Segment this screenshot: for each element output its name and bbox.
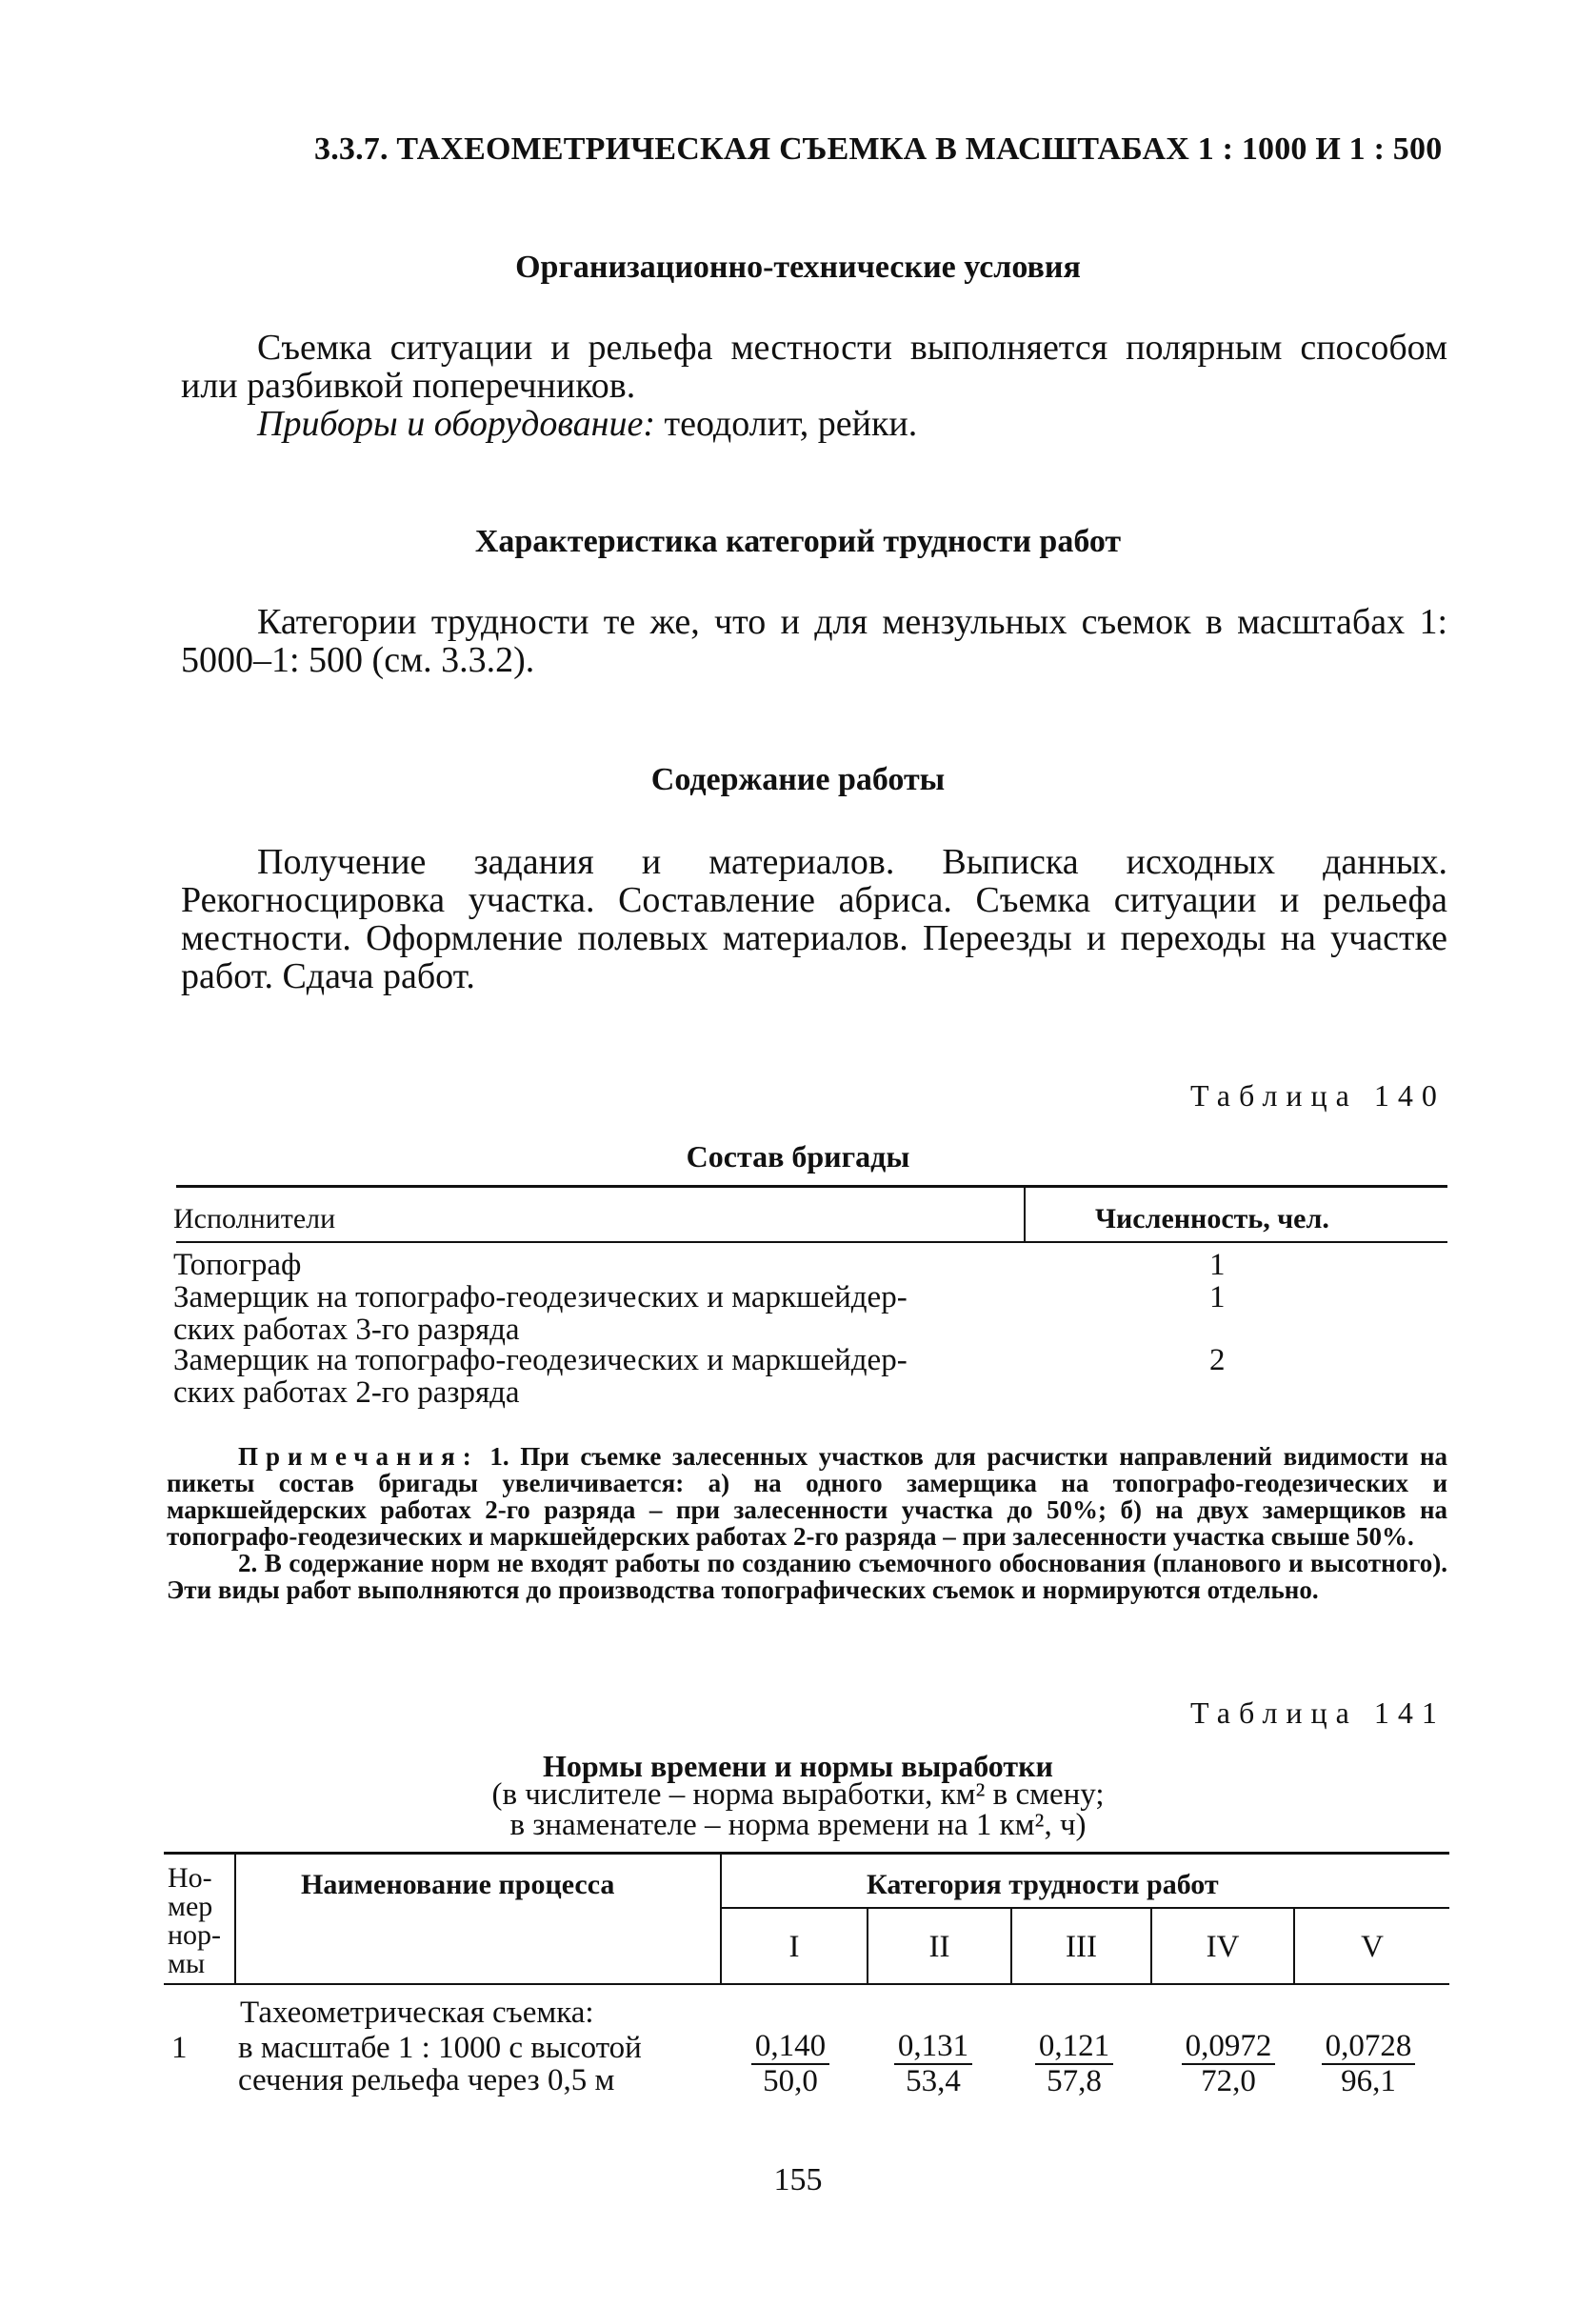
- equipment-label: Приборы и оборудование:: [257, 404, 655, 444]
- table141-top-rule: [164, 1852, 1449, 1855]
- table141-col-divider: [720, 1854, 722, 1983]
- note-1: 1. При съемке залесенных участков для расчистки направлений видимости на пикеты состав бригады увеличивается: а) на одного замерщика на топографо-геодезических и маркшейдерских работах 2-го разряда – при залесенности участка до 50%; б) на двух замерщиков на топографо-геодезических и маркшейдерских работах 2-го разряда – при залесенности участка свыше 50%.: [167, 1442, 1447, 1551]
- notes-label: Примечания:: [238, 1442, 479, 1471]
- table140-label: Таблица 140: [1190, 1078, 1446, 1113]
- value-numerator: 0,0972: [1182, 2030, 1276, 2065]
- table141-value-I: [738, 2030, 843, 2097]
- table141-row-number: 1: [171, 2031, 188, 2065]
- table140-col-count: Численность, чел.: [1095, 1203, 1329, 1234]
- table141-value-IV: [1167, 2030, 1290, 2097]
- table140-row-count: 2: [1209, 1343, 1226, 1377]
- content-text: Получение задания и материалов. Выписка исходных данных. Рекогносцировка участка. Составление абриса. Съемка ситуации и рельефа местности. Оформление полевых материалов. Переезды и переходы на участке работ. Сдача работ.: [181, 842, 1447, 996]
- section-title: 3.3.7. ТАХЕОМЕТРИЧЕСКАЯ СЪЕМКА В МАСШТАБАХ 1 : 1000 И 1 : 500: [314, 131, 1443, 167]
- value-denominator: 50,0: [763, 2064, 818, 2098]
- table141-category-I: I: [788, 1930, 800, 1964]
- row-name-line1: в масштабе 1 : 1000 с высотой: [238, 2031, 642, 2065]
- value-denominator: 57,8: [1047, 2064, 1102, 2098]
- table141-category-II: II: [928, 1930, 950, 1964]
- table141-group-title: Тахеометрическая съемка:: [240, 1996, 594, 2030]
- table141-caption-line2: (в числителе – норма выработки, км² в смену;: [491, 1777, 1105, 1812]
- conditions-heading: Организационно-технические условия: [515, 250, 1081, 285]
- note-2: 2. В содержание норм не входят работы по созданию съемочного обоснования (планового и высотного). Эти виды работ выполняются до производства топографических съемок и нормируются отдельно.: [167, 1549, 1447, 1604]
- table140-col-divider: [1024, 1187, 1026, 1242]
- content-text-block: [181, 843, 1447, 995]
- table141-col-category: Категория трудности работ: [867, 1869, 1219, 1900]
- conditions-text: Съемка ситуации и рельефа местности выполняется полярным способом или разбивкой поперечников.: [181, 328, 1447, 406]
- table140-caption: Состав бригады: [686, 1139, 910, 1174]
- value-denominator: 96,1: [1341, 2064, 1396, 2098]
- categories-text: Категории трудности те же, что и для мензульных съемок в масштабах 1: 5000–1: 500 (см. 3.3.2).: [181, 602, 1447, 680]
- table141-category-III: III: [1066, 1930, 1097, 1964]
- table140-row-executor-cont: ских работах 2-го разряда: [173, 1375, 520, 1410]
- categories-heading: Характеристика категорий трудности работ: [474, 524, 1122, 559]
- table140-row-executor: Замерщик на топографо-геодезических и маркшейдер-: [173, 1343, 908, 1377]
- value-denominator: 53,4: [906, 2064, 961, 2098]
- value-numerator: 0,131: [894, 2030, 972, 2065]
- table141-col-number: [168, 1864, 221, 1978]
- equipment-value: теодолит, рейки.: [654, 404, 918, 444]
- table141-value-II: [881, 2030, 986, 2097]
- table140-header-rule: [176, 1241, 1447, 1243]
- table141-header-rule: [164, 1983, 1449, 1985]
- col-number-part: Но-: [168, 1862, 212, 1894]
- table140-row-count: 1: [1209, 1248, 1226, 1282]
- table140-row-count: 1: [1209, 1280, 1226, 1314]
- table141-caption-line1: Нормы времени и нормы выработки: [543, 1749, 1053, 1783]
- value-numerator: 0,121: [1035, 2030, 1113, 2065]
- table140-row: [173, 1249, 301, 1281]
- col-number-part: мер: [168, 1891, 213, 1922]
- value-denominator: 72,0: [1201, 2064, 1256, 2098]
- table140-row-executor: Топограф: [173, 1248, 302, 1282]
- table141-caption-line3: в знаменателе – норма времени на 1 км², ч): [509, 1808, 1087, 1842]
- conditions-text-block: [181, 329, 1447, 443]
- table141-value-V: [1307, 2030, 1430, 2097]
- table140-row-executor-cont: ских работах 3-го разряда: [173, 1313, 520, 1347]
- value-numerator: 0,0728: [1322, 2030, 1416, 2065]
- content-heading: Содержание работы: [650, 762, 946, 797]
- table141-col-process: Наименование процесса: [301, 1869, 615, 1900]
- notes-block: [167, 1443, 1447, 1603]
- table140-row-executor: Замерщик на топографо-геодезических и маркшейдер-: [173, 1280, 908, 1314]
- table140-col-executors: Исполнители: [173, 1203, 336, 1234]
- table141-row-name: [238, 2032, 642, 2096]
- col-number-part: нор-: [168, 1919, 222, 1951]
- value-numerator: 0,140: [751, 2030, 829, 2065]
- categories-text-block: [181, 603, 1447, 679]
- row-name-line2: сечения рельефа через 0,5 м: [238, 2063, 615, 2097]
- table141-label: Таблица 141: [1190, 1695, 1446, 1730]
- table141-category-IV: IV: [1206, 1930, 1240, 1964]
- table141-col-divider: [234, 1854, 236, 1983]
- table140-row: [173, 1281, 908, 1346]
- table140-row: [173, 1344, 908, 1409]
- table141-category-V: V: [1361, 1930, 1384, 1964]
- page-number: 155: [773, 2162, 823, 2197]
- table141-category-rule: [722, 1907, 1449, 1909]
- col-number-part: мы: [168, 1948, 206, 1979]
- table141-value-III: [1022, 2030, 1127, 2097]
- table140-top-rule: [176, 1185, 1447, 1188]
